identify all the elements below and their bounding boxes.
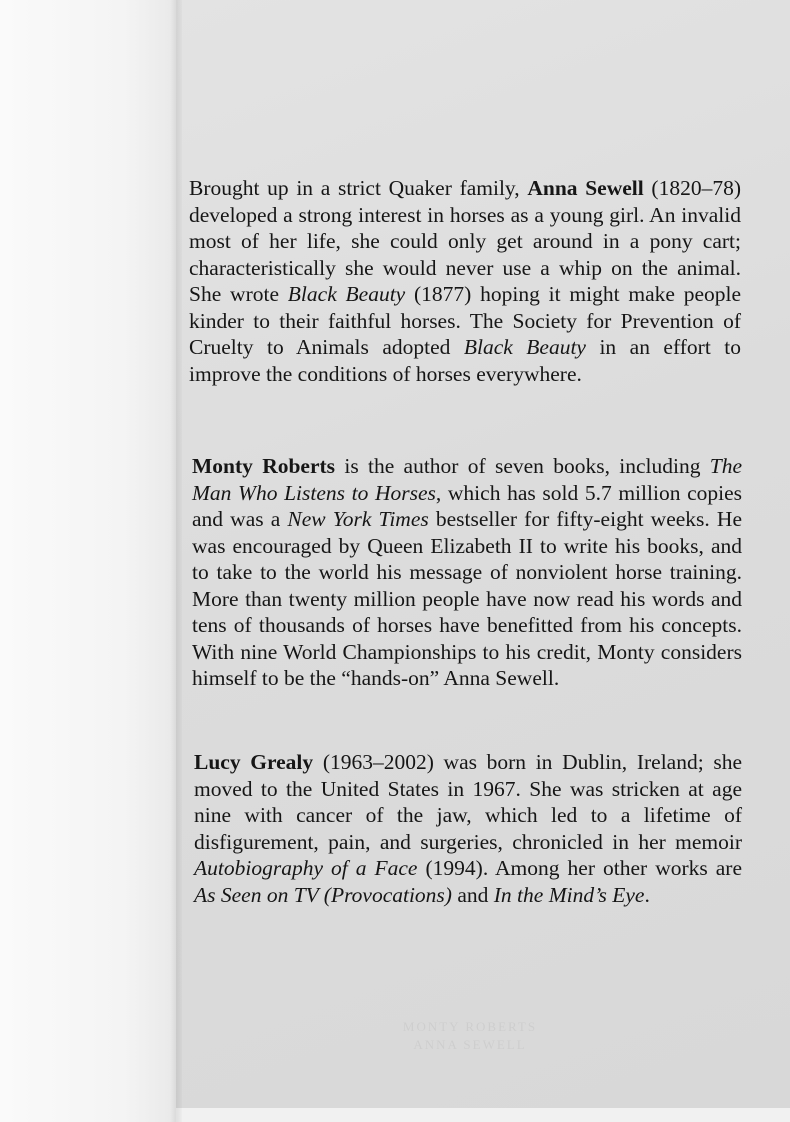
book-title: Autobiography of a Face <box>194 856 418 880</box>
book-title: In the Mind’s Eye <box>493 882 645 907</box>
bio-monty-roberts <box>192 453 742 692</box>
author-name: Lucy Grealy <box>194 750 314 774</box>
book-title: As Seen on TV (Provocations) <box>194 882 452 907</box>
author-name: Monty Roberts <box>192 454 336 478</box>
left-page <box>0 0 176 1122</box>
show-through-line: MONTY ROBERTS <box>402 1019 538 1034</box>
show-through-text <box>380 1018 560 1054</box>
bio-text: in an effort to improve the conditions of horses everywhere. <box>189 335 741 386</box>
bio-text: Brought up in a strict Quaker family, <box>189 176 528 200</box>
bio-lucy-grealy <box>194 749 742 908</box>
bio-text: is the author of seven books, including <box>335 454 710 478</box>
bio-text: (1963–2002) was born in Dublin, Ireland; she moved to the United States in 1967. She was stricken at age nine with cancer of the jaw, which led to a lifetime of disfigurement, pain, and surgeries, chronicled in her memoir <box>194 750 743 854</box>
book-title: Black Beauty <box>287 282 406 306</box>
bio-text: and <box>451 882 494 907</box>
bio-text: . <box>644 882 650 907</box>
bio-text: , which has sold 5.7 million copies and was a <box>192 480 742 531</box>
author-name: Anna Sewell <box>527 176 644 200</box>
bio-text: (1877) hoping it might make people kinder to their faithful horses. The Society for Prevention of Cruelty to Animals adopted <box>189 282 742 359</box>
bio-anna-sewell <box>189 175 741 387</box>
bio-text: bestseller for fifty-eight weeks. He was encouraged by Queen Elizabeth II to write his books, and to take to the world his message of nonviolent horse training. More than twenty million people have now read his words and tens of thousands of horses have benefitted from his concepts. With nine World Championships to his credit, Monty considers himself to be the “hands-on” Anna Sewell. <box>192 507 742 690</box>
publication-title: New York Times <box>287 507 429 531</box>
book-title: The Man Who Listens to Horses <box>192 454 742 505</box>
bio-text: (1994). Among her other works are <box>417 856 743 880</box>
page-bottom-edge <box>176 1108 790 1122</box>
show-through-line: ANNA SEWELL <box>413 1037 527 1052</box>
book-title: Black Beauty <box>463 335 586 359</box>
bio-text: (1820–78) developed a strong interest in horses as a young girl. An invalid most of her life, she could only get around in a pony cart; characteristically she would never use a whip on the animal. She wrote <box>189 176 741 306</box>
book-gutter <box>170 0 182 1122</box>
